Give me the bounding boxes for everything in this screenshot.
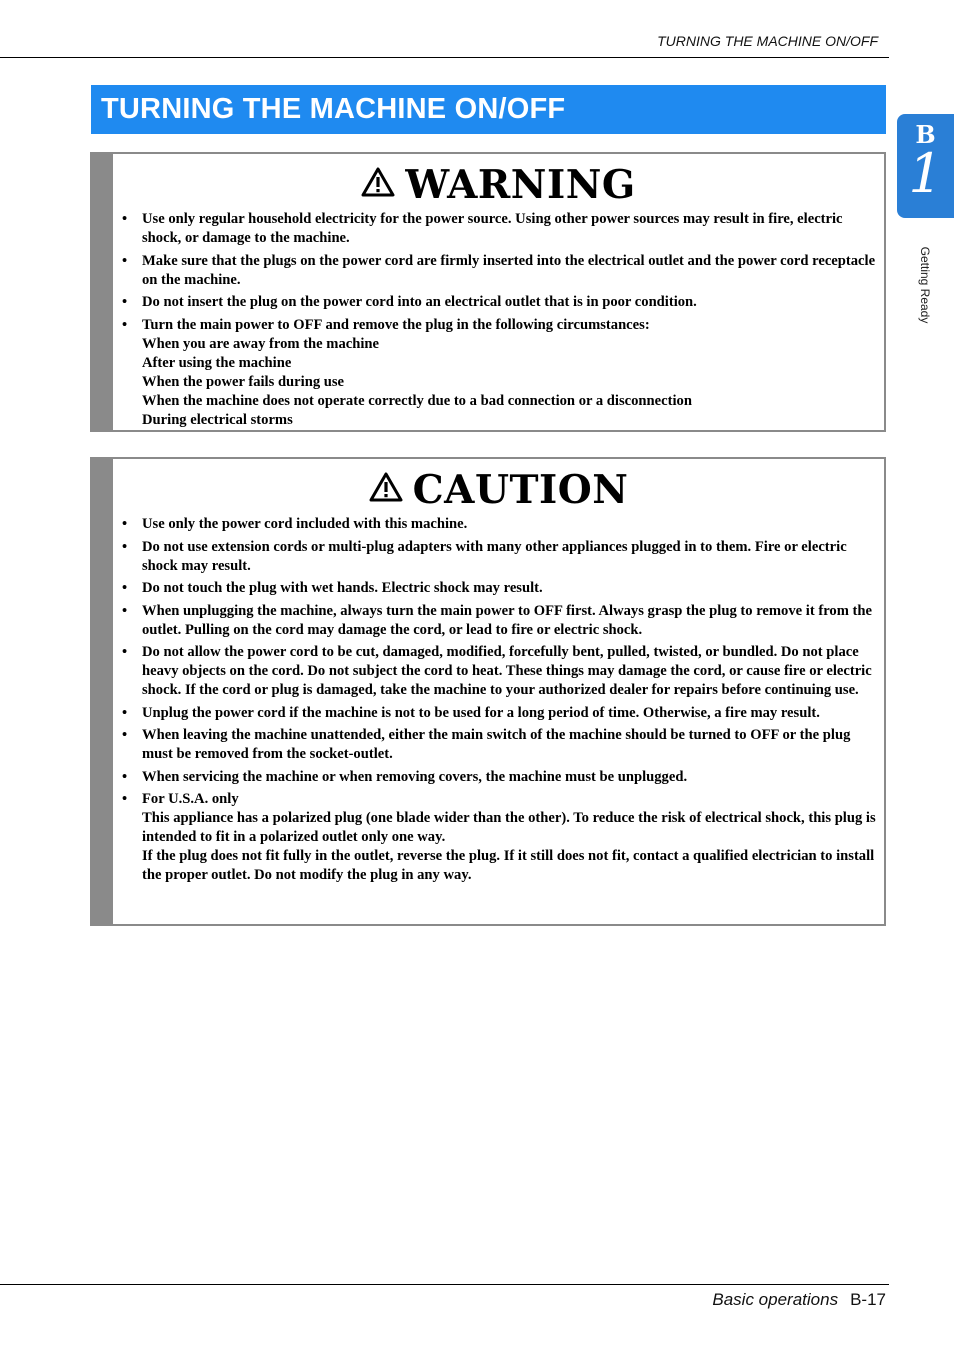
footer-book-title: Basic operations: [712, 1290, 839, 1309]
warning-list: [113, 210, 884, 430]
chapter-tab-number: 1: [908, 142, 943, 205]
warning-item: [113, 293, 878, 312]
caution-item: [113, 515, 878, 534]
warning-box: [90, 152, 886, 432]
warning-item-subline: After using the machine: [142, 354, 292, 371]
caution-triangle-icon: [369, 472, 403, 502]
warning-item-subline: During electrical storms: [142, 411, 293, 428]
warning-item-subline: When the power fails during use: [142, 373, 345, 390]
caution-item-text: Do not use extension cords or multi-plug adapters with many other appliances plugged in to them. Fire or electric shock may result.: [142, 538, 847, 574]
footer-rule: [0, 1284, 889, 1285]
warning-item-subline: When you are away from the machine: [142, 335, 379, 352]
caution-item: [113, 790, 878, 885]
section-title: TURNING THE MACHINE ON/OFF: [91, 85, 886, 134]
caution-item-text: When servicing the machine or when removing covers, the machine must be unplugged.: [142, 768, 688, 785]
warning-triangle-icon: [361, 167, 395, 197]
caution-item: [113, 602, 878, 640]
caution-item: [113, 538, 878, 576]
warning-item: [113, 252, 878, 290]
warning-item: [113, 316, 878, 430]
caution-side-bar: [92, 459, 113, 924]
warning-item-text: Turn the main power to OFF and remove the plug in the following circumstances:: [142, 316, 650, 333]
caution-list: [113, 515, 884, 885]
caution-item-text: Use only the power cord included with this machine.: [142, 516, 468, 532]
caution-item: [113, 643, 878, 700]
caution-item: [113, 726, 878, 764]
caution-title: CAUTION: [412, 467, 629, 513]
caution-item: [113, 704, 878, 723]
warning-item-subline: When the machine does not operate correctly due to a bad connection or a disconnection: [142, 392, 692, 409]
warning-title: WARNING: [405, 162, 636, 208]
caution-item-text: When leaving the machine unattended, either the main switch of the machine should be turned to OFF or the plug must be removed from the socket-outlet.: [142, 727, 851, 762]
caution-item-text: Do not touch the plug with wet hands. Electric shock may result.: [142, 580, 543, 596]
caution-item-text: Do not allow the power cord to be cut, damaged, modified, forcefully bent, pulled, twisted, or bundled. Do not place heavy objects on the cord. Do not subject the cord to heat. These things may damage the cord, or cause fire or electric shock. If the cord or plug is damaged, take the machine to your authorized dealer for repairs before continuing use.: [142, 644, 872, 698]
caution-item-text: For U.S.A. only: [142, 791, 239, 807]
chapter-tab: [897, 114, 954, 218]
caution-item-subline: This appliance has a polarized plug (one blade wider than the other). To reduce the risk of electrical shock, this plug is intended to fit in a polarized outlet only one way.: [142, 810, 876, 845]
warning-item: [113, 210, 878, 248]
warning-item-text: Use only regular household electricity for the power source. Using other power sources may result in fire, electric shock, or damage to the machine.: [142, 211, 843, 246]
warning-item-text: Do not insert the plug on the power cord into an electrical outlet that is in poor condition.: [142, 294, 697, 310]
caution-item-text: When unplugging the machine, always turn the main power to OFF first. Always grasp the plug to remove it from the outlet. Pulling on the cord may damage the cord, or lead to fire or electric shock.: [142, 602, 872, 638]
warning-item-text: Make sure that the plugs on the power cord are firmly inserted into the electrical outlet and the power cord receptacle on the machine.: [142, 252, 876, 288]
chapter-tab-letter: B: [915, 120, 936, 149]
caution-item: [113, 579, 878, 598]
caution-item-text: Unplug the power cord if the machine is not to be used for a long period of time. Otherwise, a fire may result.: [142, 704, 820, 721]
caution-item-subline: If the plug does not fit fully in the outlet, reverse the plug. If it still does not fit, contact a qualified electrician to install the proper outlet. Do not modify the plug in any way.: [142, 848, 875, 883]
caution-header: [113, 459, 884, 515]
chapter-side-label: Getting Ready: [918, 246, 932, 324]
caution-box: [90, 457, 886, 926]
caution-item: [113, 768, 878, 787]
running-header: TURNING THE MACHINE ON/OFF: [657, 33, 878, 49]
warning-header: [113, 154, 884, 210]
page-number: B-17: [850, 1290, 886, 1309]
page-footer: [0, 1290, 886, 1310]
header-rule: [0, 57, 889, 58]
warning-side-bar: [92, 154, 113, 430]
